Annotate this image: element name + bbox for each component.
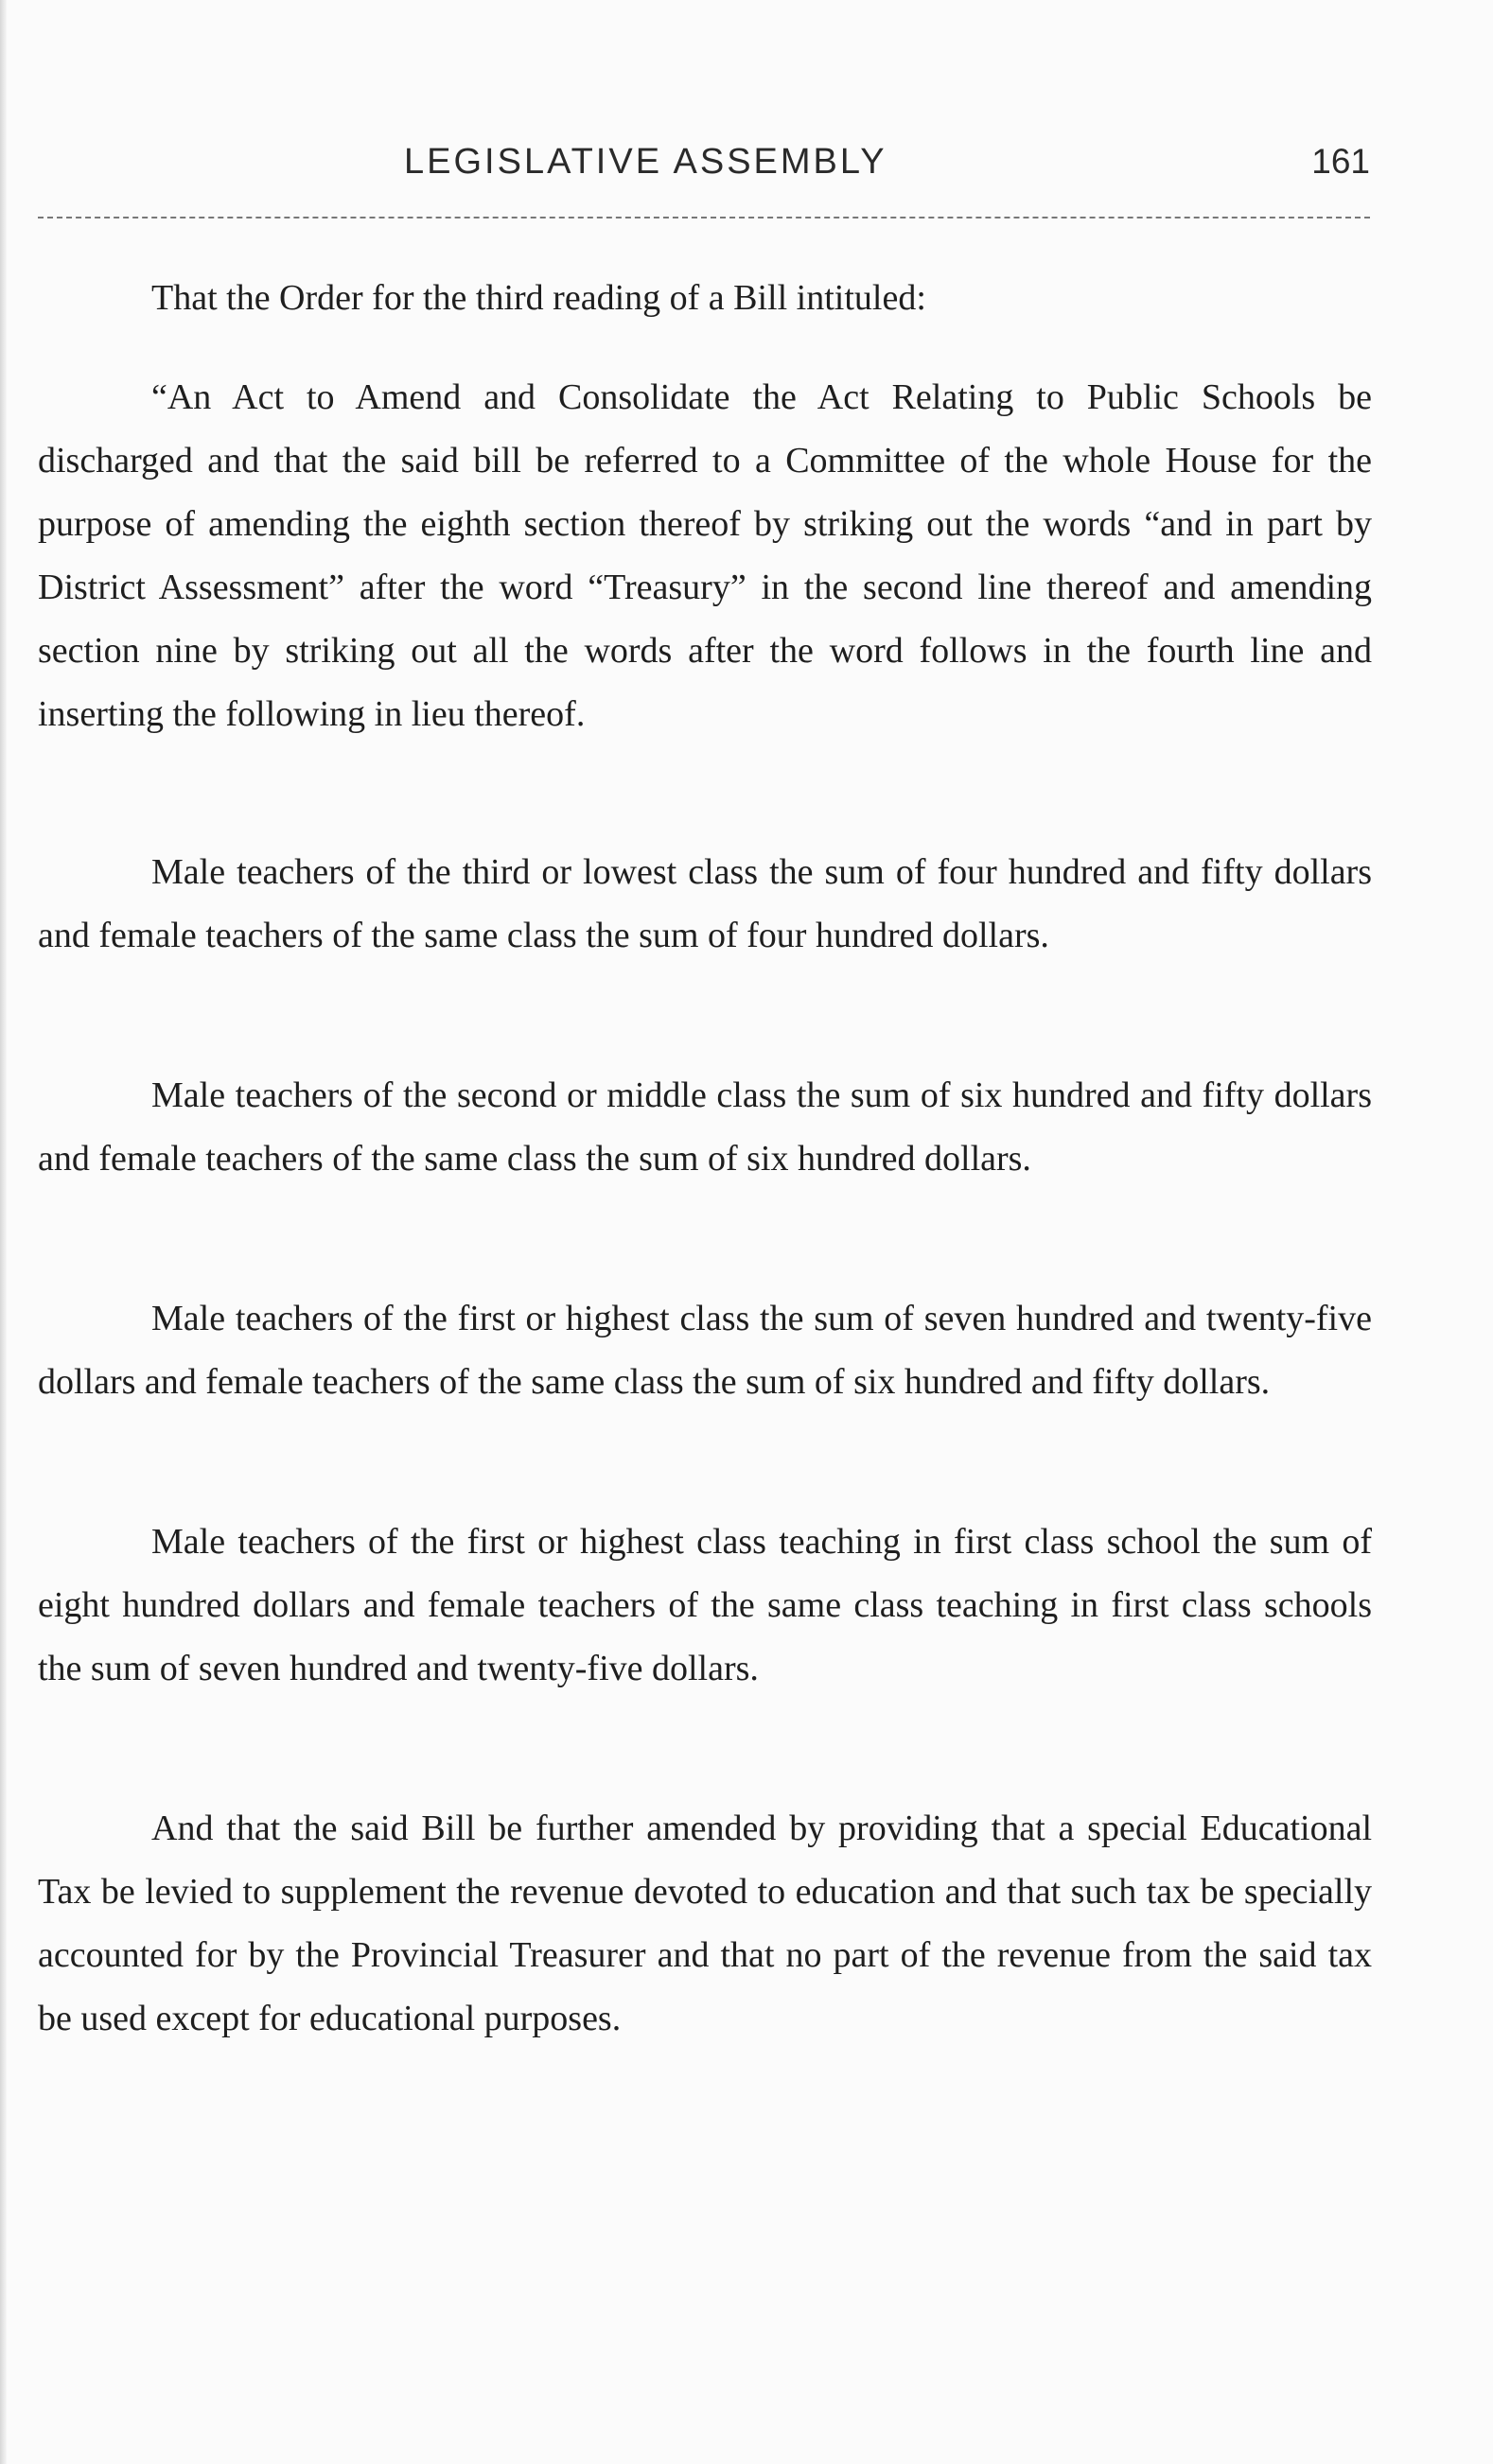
document-body (38, 267, 1372, 2147)
page-header (38, 142, 1370, 199)
third-class-salary-paragraph: Male teachers of the third or lowest class the sum of four hundred and fifty dollars and female teachers of the same class the sum of four hundred dollars. (38, 852, 1372, 955)
educational-tax-paragraph: And that the said Bill be further amended by providing that a special Educational Tax be levied to supplement the revenue devoted to education and that such tax be specially accounted for by the Provincial Treasurer and that no part of the revenue from the said tax be used except for educational purposes. (38, 1809, 1372, 2038)
header-rule (38, 217, 1370, 218)
first-class-school-salary-paragraph: Male teachers of the first or highest class teaching in first class school the sum of eight hundred dollars and female teachers of the same class teaching in first class schools the sum of seven hundred and twenty-five dollars. (38, 1522, 1372, 1688)
first-class-salary-paragraph: Male teachers of the first or highest class the sum of seven hundred and twenty-five dollars and female teachers of the same class the sum of six hundred and fifty dollars. (38, 1299, 1372, 1402)
second-class-salary-paragraph: Male teachers of the second or middle class the sum of six hundred and fifty dollars and female teachers of the same class the sum of six hundred dollars. (38, 1075, 1372, 1179)
running-title: LEGISLATIVE ASSEMBLY (404, 142, 887, 182)
page-number: 161 (1311, 142, 1370, 181)
motion-paragraph: “An Act to Amend and Consolidate the Act Relating to Public Schools be discharged and that the said bill be referred to a Committee of the whole House for the purpose of amending the eighth section thereof by striking out the words “and in part by District Assessment” after the word “Treasury” in the second line thereof and amending section nine by striking out all the words after the word follows in the fourth line and inserting the following in lieu thereof. (38, 377, 1372, 734)
page-edge-shadow (0, 0, 7, 2464)
intro-paragraph: That the Order for the third reading of a Bill intituled: (151, 278, 926, 318)
